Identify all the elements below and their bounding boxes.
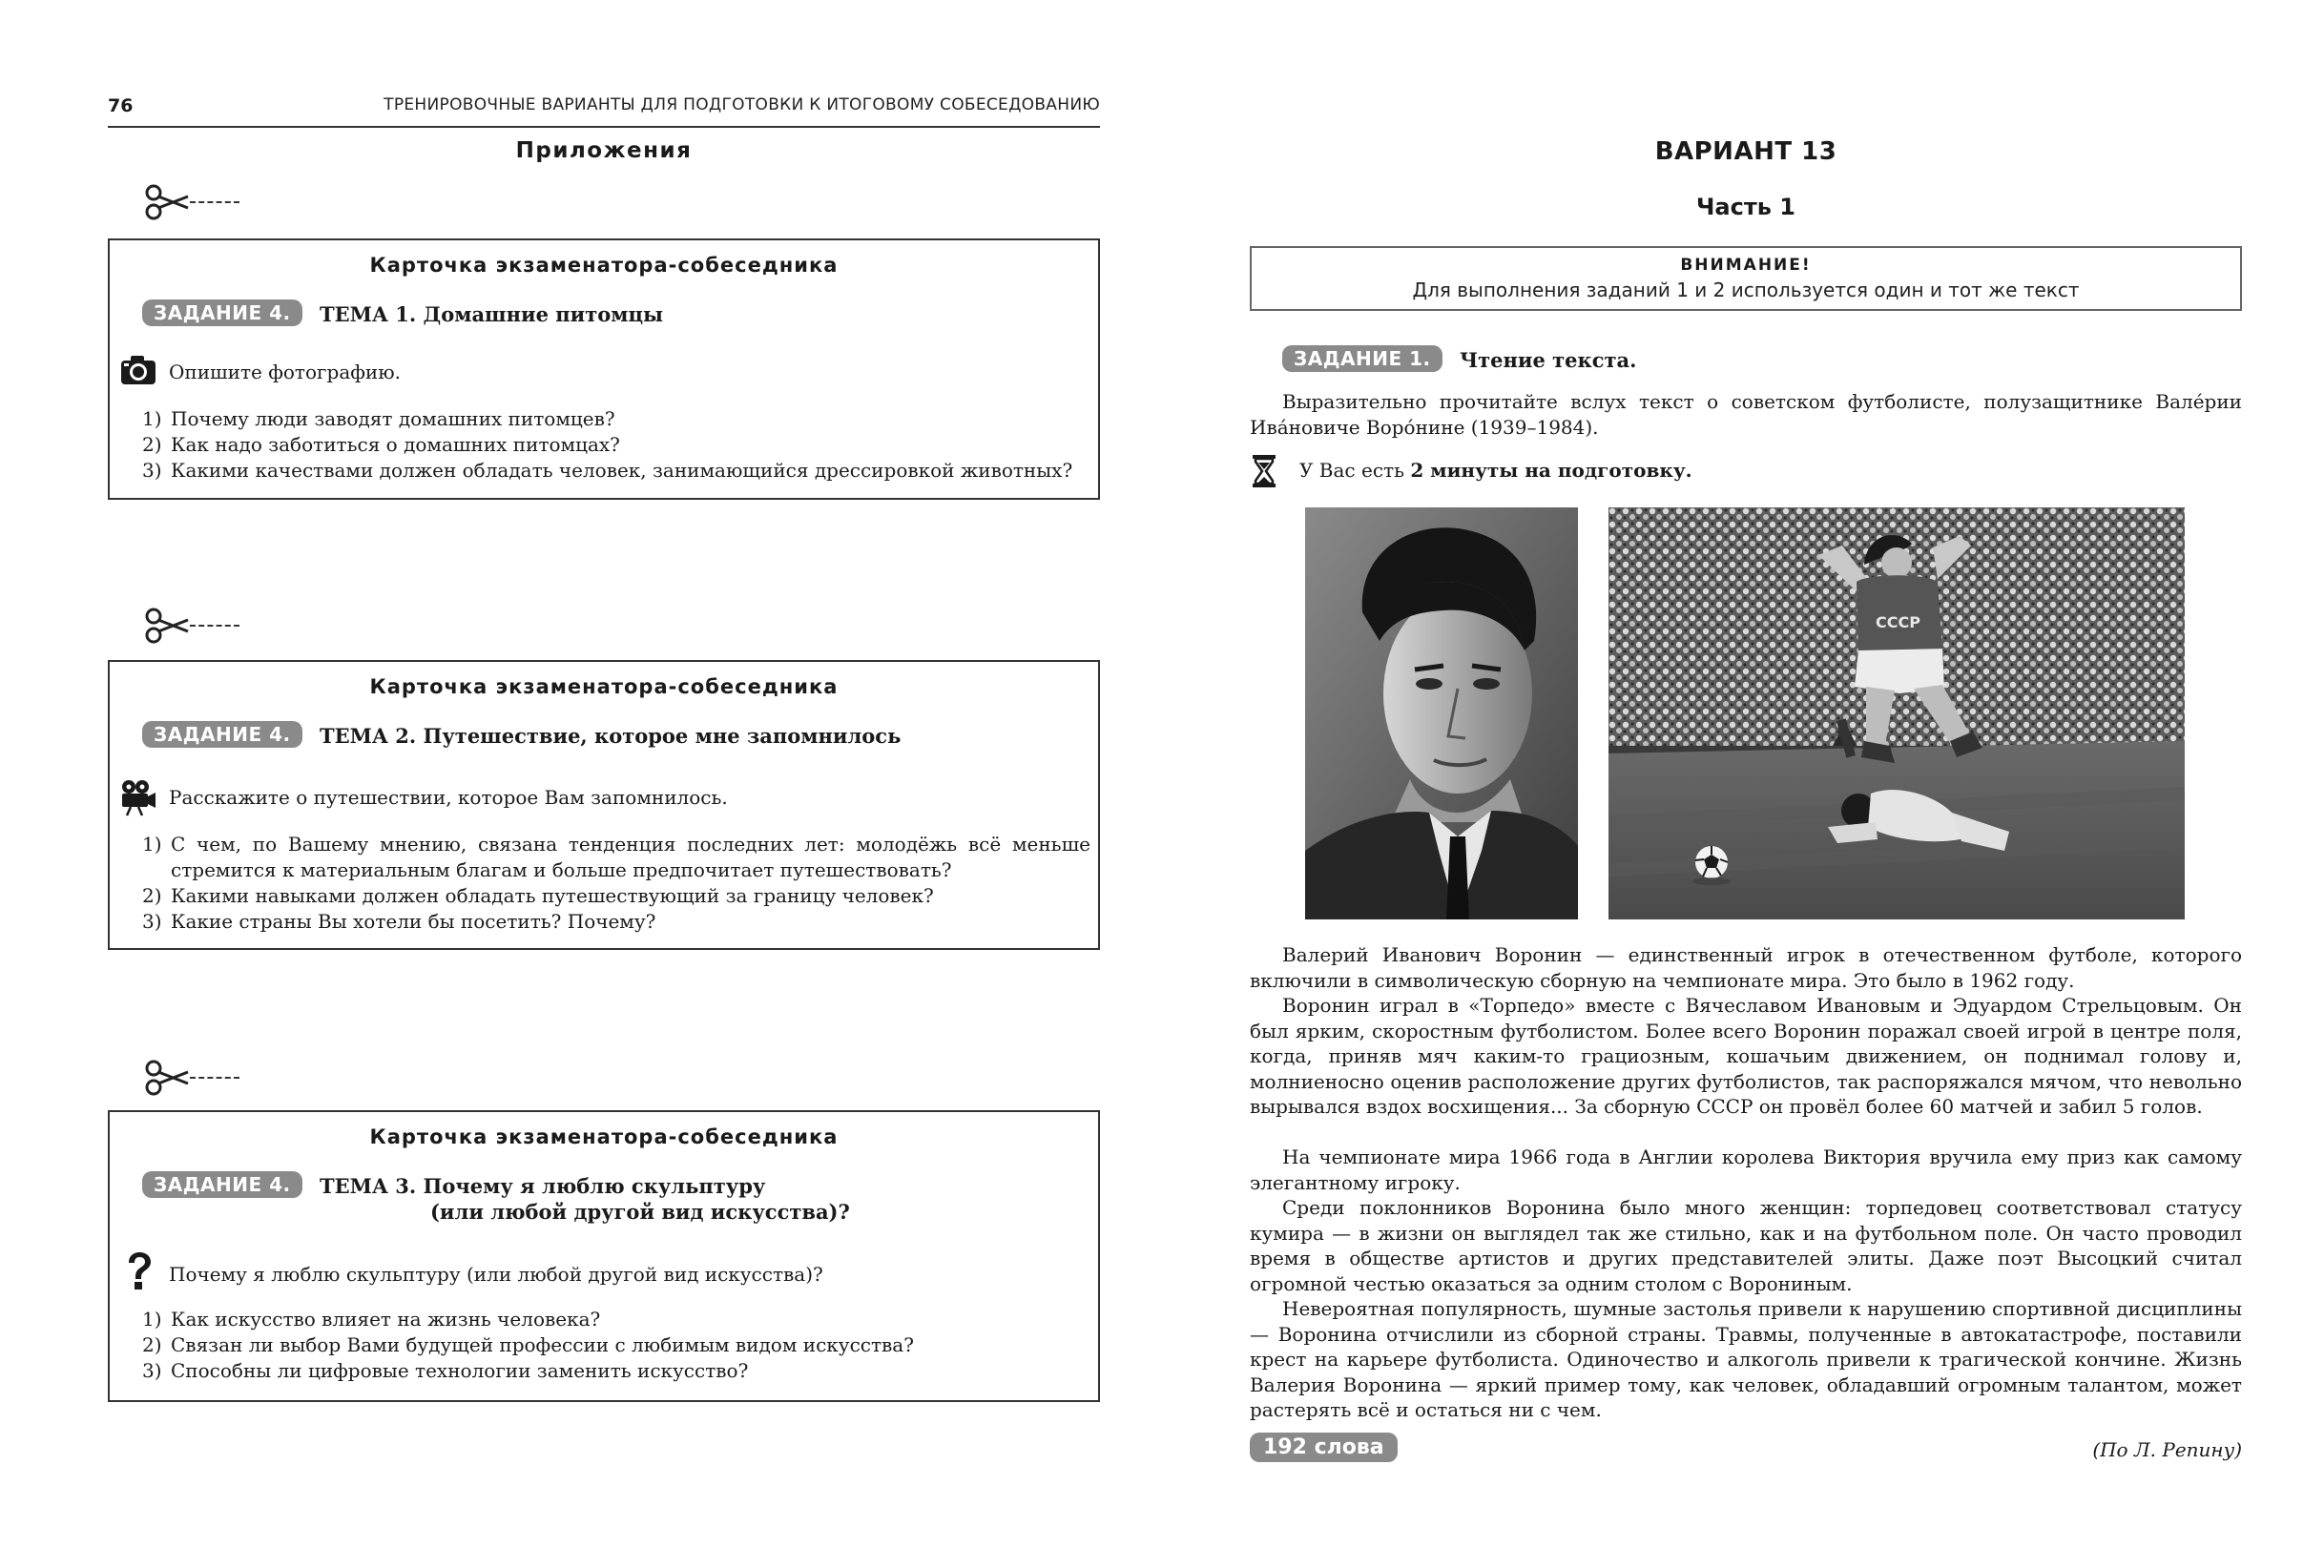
notice-text: Для выполнения заданий 1 и 2 используется один и тот же текст	[1412, 279, 2080, 301]
football-action-photo	[1608, 507, 2185, 919]
examiner-card-1	[108, 238, 1100, 500]
time-bold: 2 минуты на подготовку.	[1410, 459, 1692, 482]
question-list	[142, 1307, 1090, 1384]
film-camera-icon	[119, 778, 157, 820]
card-topic: ТЕМА 2. Путешествие, которое мне запомнилось	[320, 724, 902, 748]
question-item: 3) Какие страны Вы хотели бы посетить? Почему?	[142, 910, 656, 933]
question-item: 3) Какими качествами должен обладать человек, занимающийся дрессировкой животных?	[142, 459, 1073, 482]
portrait-photo	[1305, 507, 1578, 919]
text-source: (По Л. Репину)	[2092, 1438, 2242, 1461]
question-mark-icon	[125, 1251, 154, 1295]
part-title: Часть 1	[1696, 194, 1795, 220]
card-prompt: Расскажите о путешествии, которое Вам запомнилось.	[169, 786, 728, 809]
notice-heading: ВНИМАНИЕ!	[1680, 256, 1812, 275]
portrait-illustration	[1305, 507, 1578, 919]
card-topic: ТЕМА 1. Домашние питомцы	[320, 302, 664, 326]
text-paragraph-3: На чемпионате мира 1966 года в Англии королева Виктория вручила ему приз как самому элегантному игроку.	[1250, 1145, 2242, 1194]
hourglass-icon	[1252, 454, 1276, 492]
word-count-badge: 192 слова	[1250, 1433, 1398, 1462]
time-prefix: У Вас есть	[1299, 459, 1404, 482]
question-item: 1) С чем, по Вашему мнению, связана тенденция последних лет: молодёжь всё меньше стремится к материальным благам и больше предпочитает путешествовать?	[142, 833, 1090, 881]
text-paragraph-5: Невероятная популярность, шумные застолья привели к нарушению спортивной дисциплины — Воронина отчислили из сборной страны. Травмы, полученные в автокатастрофе, поставили крест на карьере футболиста. Одиночество и алкоголь привели к трагической кончине. Жизнь Валерия Воронина — яркий пример тому, как человек, обладавший огромным талантом, может растерять всё и остаться ни с чем.	[1250, 1297, 2242, 1421]
examiner-card-2	[108, 660, 1100, 950]
cut-line	[144, 183, 239, 221]
cut-line	[144, 607, 239, 645]
text-paragraph-1: Валерий Иванович Воронин — единственный игрок в отечественном футболе, которого включили в символическую сборную на чемпионате мира. Это было в 1962 году.	[1250, 943, 2242, 992]
text-paragraph-2: Воронин играл в «Торпедо» вместе с Вячеславом Ивановым и Эдуардом Стрельцовым. Он был ярким, скоростным футболистом. Более всего Воронин поражал своей игрой в центре поля, когда, приняв мяч каким-то грациозным, кошачьим движением, он поднимал голову и, молниеносно оценив расположение других футболистов, так распоряжался мячом, что невольно вырывался вздох восхищения... За сборную СССР он провёл более 60 матчей и забил 5 голов.	[1250, 994, 2242, 1118]
card-topic	[320, 1173, 850, 1225]
question-list	[142, 406, 1090, 484]
question-item: 2) Какими навыками должен обладать путешествующий за границу человек?	[142, 884, 934, 907]
task-badge: ЗАДАНИЕ 4.	[142, 721, 302, 748]
question-list	[142, 832, 1090, 935]
running-title: ТРЕНИРОВОЧНЫЕ ВАРИАНТЫ ДЛЯ ПОДГОТОВКИ К ИТОГОВОМУ СОБЕСЕДОВАНИЮ	[384, 95, 1100, 114]
card-topic-line1: ТЕМА 3. Почему я люблю скульптуру	[320, 1174, 766, 1198]
question-item: 1) Почему люди заводят домашних питомцев?	[142, 407, 615, 430]
football-illustration	[1608, 507, 2185, 919]
task-badge: ЗАДАНИЕ 4.	[142, 299, 302, 326]
question-item: 3) Способны ли цифровые технологии заменить искусство?	[142, 1359, 749, 1382]
scissors-icon	[144, 607, 192, 645]
card-title: Карточка экзаменатора-собеседника	[369, 254, 839, 277]
right-page	[1250, 0, 2242, 1568]
question-item: 2) Как надо заботиться о домашних питомцах?	[142, 433, 620, 456]
question-item: 2) Связан ли выбор Вами будущей профессии с любимым видом искусства?	[142, 1333, 914, 1356]
running-header	[108, 95, 1100, 128]
task-badge: ЗАДАНИЕ 1.	[1282, 345, 1442, 372]
preparation-time	[1299, 459, 1692, 482]
task-badge: ЗАДАНИЕ 4.	[142, 1171, 302, 1198]
task-title: Чтение текста.	[1460, 348, 1637, 372]
card-prompt: Опишите фотографию.	[169, 361, 401, 383]
card-title: Карточка экзаменатора-собеседника	[369, 1125, 839, 1148]
camera-icon	[119, 353, 157, 391]
attention-notice	[1250, 246, 2242, 311]
card-prompt: Почему я люблю скульптуру (или любой другой вид искусства)?	[169, 1263, 823, 1286]
text-paragraph-4: Среди поклонников Воронина было много женщин: торпедовец соответствовал статусу кумира — в жизни он выглядел так же стильно, как и на футбольном поле. Он часто проводил время в обществе артистов и других представителей элиты. Даже поэт Высоцкий считал огромной честью оказаться за одним столом с Ворониным.	[1250, 1196, 2242, 1295]
question-item: 1) Как искусство влияет на жизнь человека?	[142, 1308, 601, 1331]
card-title: Карточка экзаменатора-собеседника	[369, 675, 839, 698]
cut-line	[144, 1059, 239, 1097]
examiner-card-3	[108, 1110, 1100, 1402]
section-title: Приложения	[515, 138, 693, 163]
variant-title: ВАРИАНТ 13	[1654, 137, 1837, 166]
scissors-icon	[144, 1059, 192, 1097]
instruction-text: Выразительно прочитайте вслух текст о советском футболисте, полузащитнике Вале́рии Ива́новиче Воро́нине (1939–1984).	[1250, 390, 2242, 439]
card-topic-line2: (или любой другой вид искусства)?	[430, 1200, 850, 1224]
scissors-icon	[144, 183, 192, 221]
page-number: 76	[108, 95, 134, 116]
shirt-text: СССР	[1876, 613, 1920, 631]
left-page	[108, 0, 1100, 1568]
